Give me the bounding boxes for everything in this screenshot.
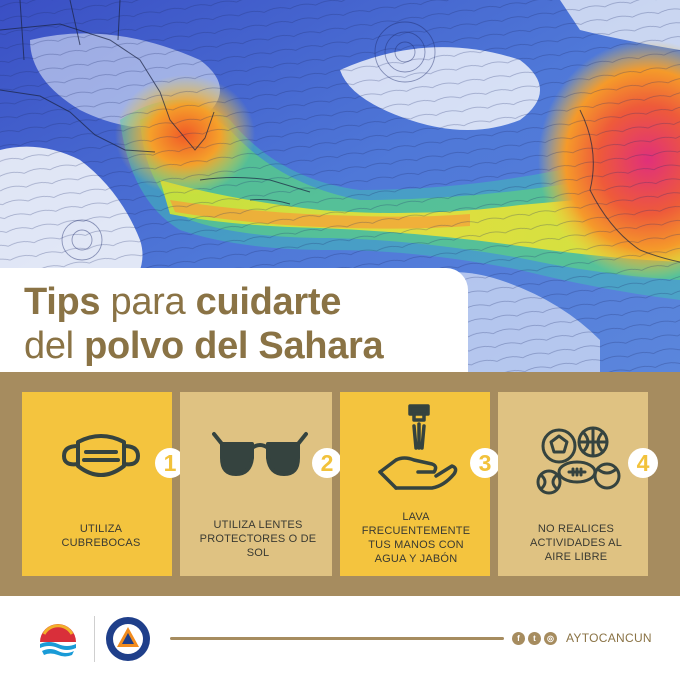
tip-number-badge: 2 (312, 448, 342, 478)
tip-number-badge: 4 (628, 448, 658, 478)
tip-panel-4 (498, 392, 656, 576)
footer-rule (170, 637, 504, 640)
footer (0, 596, 680, 680)
social-handle: AYTOCANCUN (566, 631, 652, 645)
title-word: polvo del Sahara (84, 325, 384, 367)
proteccion-civil-logo (104, 615, 152, 663)
logo-divider (94, 616, 95, 662)
title-word: cuidarte (195, 281, 342, 323)
facebook-icon[interactable]: f (512, 632, 525, 645)
tip-panel-3 (340, 392, 498, 576)
title-word: del (24, 325, 85, 367)
tip-panel-2 (180, 392, 340, 576)
tips-band (0, 372, 680, 596)
tip-number-badge: 3 (470, 448, 500, 478)
social-icons (512, 630, 557, 646)
title-line-1 (24, 280, 468, 324)
tip-number-badge: 1 (155, 448, 185, 478)
tip-panel-1 (22, 392, 180, 576)
title-word: para (100, 281, 196, 323)
tip-text: UTILIZA CUBREBOCAS (61, 523, 141, 549)
title-card (0, 268, 468, 372)
twitter-icon[interactable]: t (528, 632, 541, 645)
instagram-icon[interactable]: ◎ (544, 632, 557, 645)
tip-text: LAVA FRECUENTEMENTE TUS MANOS CON AGUA Y JABÓN (361, 511, 471, 565)
cancun-municipality-logo (36, 618, 80, 662)
tip-text: UTILIZA LENTES PROTECTORES O DE SOL (199, 519, 317, 559)
title-line-2 (24, 324, 468, 368)
title-word: Tips (24, 281, 101, 323)
tip-text: NO REALICES ACTIVIDADES AL AIRE LIBRE (529, 523, 623, 563)
